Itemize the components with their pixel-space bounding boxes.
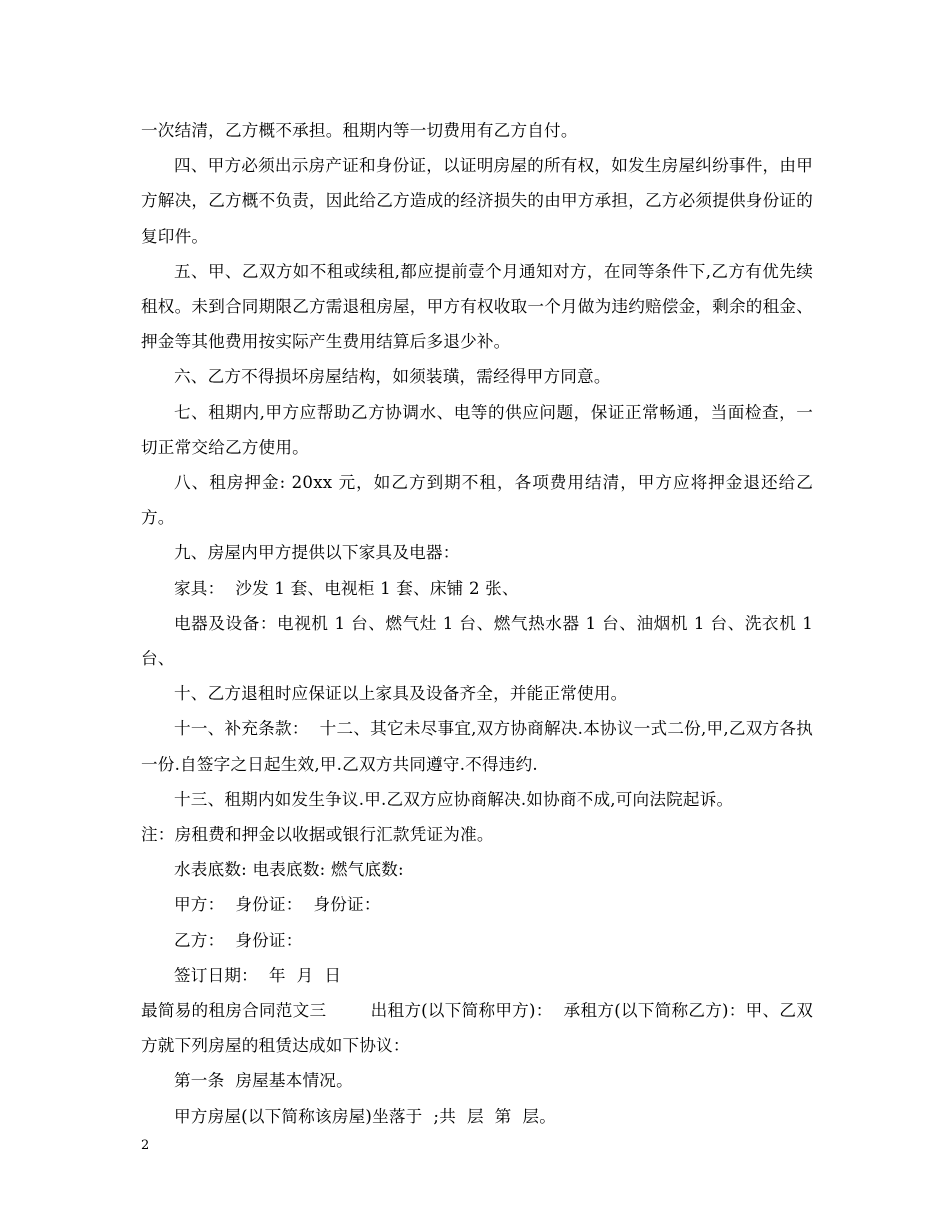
clause-5: 五、甲、乙双方如不租或续租,都应提前壹个月通知对方，在同等条件下,乙方有优先续租权。未到合同期限乙方需退租房屋，甲方有权收取一个月做为违约赔偿金，剩余的租金、押金等其他费用按实际产生费用结算后多退少补。 [141, 261, 813, 352]
contract-three-heading: 最简易的租房合同范文三 出租方(以下简称甲方)： 承租方(以下简称乙方)：甲、乙双方就下列房屋的租赁达成如下协议： [141, 1001, 813, 1056]
clause-13: 十三、租期内如发生争议.甲.乙双方应协商解决.如协商不成,可向法院起诉。 [174, 789, 734, 809]
page-number: 2 [141, 1138, 150, 1153]
party-b-signature-line: 乙方： 身份证： [174, 930, 303, 950]
note-paragraph: 注：房租费和押金以收据或银行汇款凭证为准。 [141, 825, 494, 845]
clause-8: 八、租房押金: 20xx 元，如乙方到期不租，各项费用结清，甲方应将押金退还给乙方。 [141, 473, 813, 528]
party-a-signature-line: 甲方： 身份证： 身份证： [174, 895, 381, 915]
property-location: 甲方房屋(以下简称该房屋)坐落于 ;共 层 第 层。 [174, 1106, 557, 1126]
clause-10: 十、乙方退租时应保证以上家具及设备齐全，并能正常使用。 [174, 684, 628, 704]
paragraph-continuation: 一次结清，乙方概不承担。租期内等一切费用有乙方自付。 [141, 121, 578, 140]
signing-date-line: 签订日期： 年 月 日 [174, 965, 342, 985]
meter-readings: 水表底数: 电表底数: 燃气底数: [174, 860, 404, 880]
clause-11-12: 十一、补充条款： 十二、其它未尽事宜,双方协商解决.本协议一式二份,甲,乙双方各执一份.自签字之日起生效,甲.乙双方共同遵守.不得违约. [141, 719, 813, 774]
clause-7: 七、租期内,甲方应帮助乙方协调水、电等的供应问题，保证正常畅通，当面检查，一切正常交给乙方使用。 [141, 402, 813, 457]
appliance-list: 电器及设备：电视机 1 台、燃气灶 1 台、燃气热水器 1 台、油烟机 1 台、洗衣机 1 台、 [141, 613, 819, 669]
clause-9: 九、房屋内甲方提供以下家具及电器： [174, 543, 460, 563]
clause-6: 六、乙方不得损坏房屋结构，如须装璜，需经得甲方同意。 [174, 367, 611, 387]
article-1-title: 第一条 房屋基本情况。 [174, 1071, 353, 1091]
clause-4: 四、甲方必须出示房产证和身份证，以证明房屋的所有权，如发生房屋纠纷事件，由甲方解决，乙方概不负责，因此给乙方造成的经济损失的由甲方承担，乙方必须提供身份证的复印件。 [141, 156, 813, 246]
furniture-list: 家具： 沙发 1 套、电视柜 1 套、床铺 2 张、 [174, 578, 519, 598]
document-body [141, 113, 819, 1134]
